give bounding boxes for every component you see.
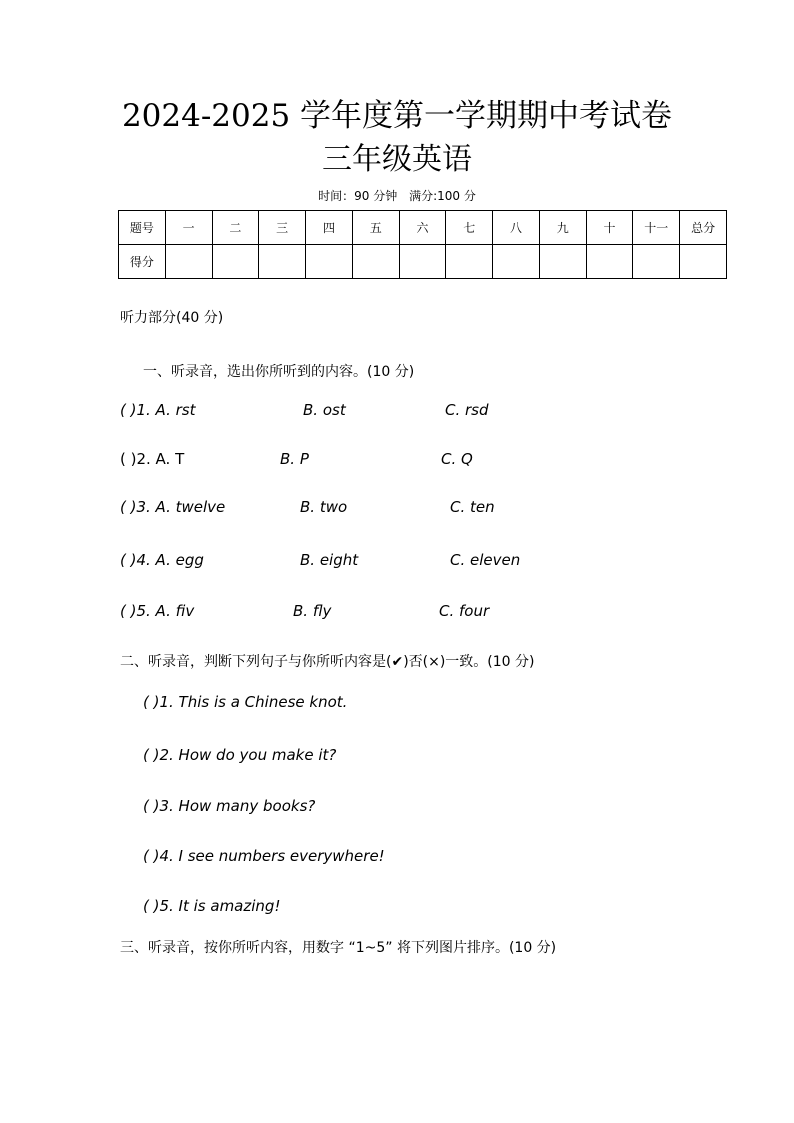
score-cell-10: 十 [586,211,633,245]
score-input-6[interactable] [399,245,446,279]
s1-q1-option-c: C. rsd [445,401,489,419]
score-cell-3: 三 [259,211,306,245]
exam-full-score: 满分:100 分 [409,189,476,203]
score-cell-1: 一 [165,211,212,245]
s1-q5-option-c: C. four [439,602,490,620]
s2-q4: ( )4. I see numbers everywhere! [143,847,385,865]
listening-header: 听力部分(40 分) [120,310,224,326]
section2-title: 二、听录音，判断下列句子与你所听内容是(✔)否(×)一致。(10 分) [120,654,535,670]
s1-q1: ( )1. A. rst [120,401,196,419]
score-cell-7: 七 [446,211,493,245]
score-cell-label: 题号 [119,211,166,245]
s1-q2: ( )2. A. T [120,450,185,468]
exam-subtitle: 三年级英语 [322,142,472,177]
score-input-9[interactable] [539,245,586,279]
exam-title: 2024-2025 学年度第一学期期中考试卷 [121,98,673,134]
section3-title: 三、听录音，按你所听内容，用数字 “1~5” 将下列图片排序。(10 分) [120,940,557,956]
s1-q3-option-b: B. two [300,498,348,516]
score-cell-2: 二 [212,211,259,245]
score-cell-8: 八 [493,211,540,245]
score-table [118,210,727,279]
s1-q5: ( )5. A. fiv [120,602,195,620]
s1-q4: ( )4. A. egg [120,551,204,569]
score-cell-4: 四 [306,211,353,245]
s1-q3: ( )3. A. twelve [120,498,226,516]
score-input-2[interactable] [212,245,259,279]
score-input-7[interactable] [446,245,493,279]
s2-q1: ( )1. This is a Chinese knot. [143,693,348,711]
score-input-5[interactable] [352,245,399,279]
score-table-score-row [119,245,727,279]
score-input-8[interactable] [493,245,540,279]
s2-q2: ( )2. How do you make it? [143,746,337,764]
score-input-total[interactable] [680,245,727,279]
score-table-header-row [119,211,727,245]
s1-q4-option-b: B. eight [300,551,359,569]
s1-q2-option-c: C. Q [441,450,473,468]
score-cell-5: 五 [352,211,399,245]
s2-q5: ( )5. It is amazing! [143,897,281,915]
score-input-11[interactable] [633,245,680,279]
score-input-4[interactable] [306,245,353,279]
score-cell-6: 六 [399,211,446,245]
score-cell-9: 九 [539,211,586,245]
score-input-10[interactable] [586,245,633,279]
score-input-1[interactable] [165,245,212,279]
s1-q4-option-c: C. eleven [450,551,521,569]
s2-q3: ( )3. How many books? [143,797,316,815]
s1-q3-option-c: C. ten [450,498,495,516]
score-row-label: 得分 [119,245,166,279]
score-cell-total: 总分 [680,211,727,245]
section1-title: 一、听录音，选出你所听到的内容。(10 分) [143,364,415,380]
score-cell-11: 十一 [633,211,680,245]
s1-q5-option-b: B. fly [293,602,332,620]
exam-duration: 时间：90 分钟 [318,189,398,203]
s1-q1-option-b: B. ost [303,401,346,419]
exam-time-info [0,187,794,204]
s1-q2-option-b: B. P [280,450,309,468]
score-input-3[interactable] [259,245,306,279]
